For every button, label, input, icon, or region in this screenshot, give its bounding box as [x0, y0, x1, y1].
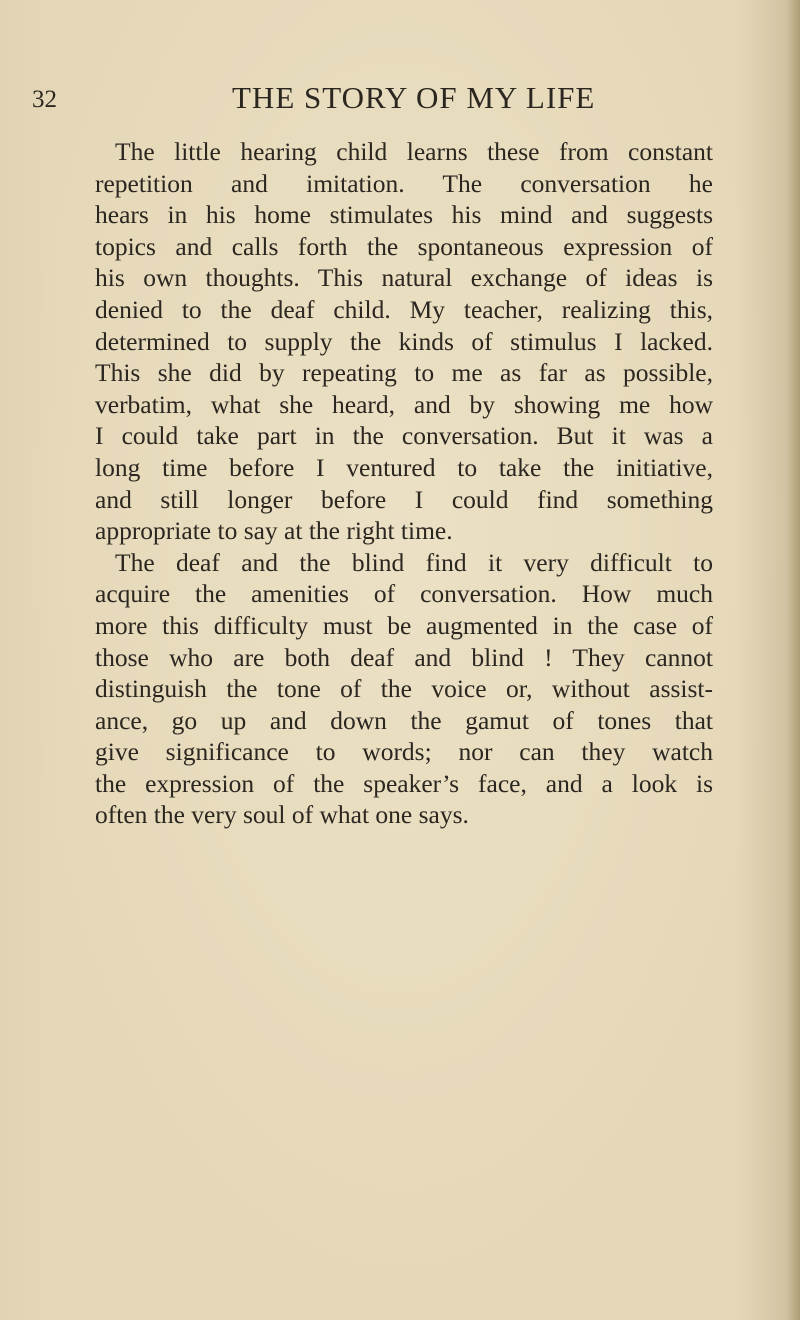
text-line: acquire the amenities of conversation. How much: [95, 579, 713, 609]
text-line: the expression of the speaker’s face, and a look is: [95, 768, 713, 798]
text-line: verbatim, what she heard, and by showing me how: [95, 389, 713, 419]
text-line: The deaf and the blind find it very difficult to: [115, 547, 713, 577]
text-line: I could take part in the conversation. But it was a: [95, 421, 713, 451]
text-line: repetition and imitation. The conversation he: [95, 168, 713, 198]
text-line: his own thoughts. This natural exchange of ideas is: [95, 263, 713, 293]
text-line: those who are both deaf and blind ! They cannot: [95, 642, 713, 672]
text-line: distinguish the tone of the voice or, without assist-: [95, 674, 713, 704]
text-line: hears in his home stimulates his mind and suggests: [95, 200, 713, 230]
text-line: long time before I ventured to take the initiative,: [95, 452, 713, 482]
running-title: THE STORY OF MY LIFE: [232, 80, 596, 115]
page-number: 32: [32, 86, 57, 113]
page-header: [32, 80, 712, 120]
text-line: give significance to words; nor can they watch: [95, 737, 713, 767]
text-line: The little hearing child learns these from constant: [115, 137, 713, 166]
text-line: denied to the deaf child. My teacher, realizing this,: [95, 294, 713, 324]
text-line: ance, go up and down the gamut of tones that: [95, 705, 713, 735]
text-line: and still longer before I could find something: [95, 484, 713, 514]
page-edge-shadow: [786, 0, 800, 1320]
body-text: [95, 136, 713, 831]
text-line: more this difficulty must be augmented in the case of: [95, 610, 713, 640]
text-line: determined to supply the kinds of stimulus I lacked.: [95, 326, 713, 356]
text-line: appropriate to say at the right time.: [95, 516, 453, 546]
text-line: topics and calls forth the spontaneous expression of: [95, 231, 713, 261]
text-line: This she did by repeating to me as far as possible,: [95, 358, 713, 388]
text-line: often the very soul of what one says.: [95, 800, 469, 830]
